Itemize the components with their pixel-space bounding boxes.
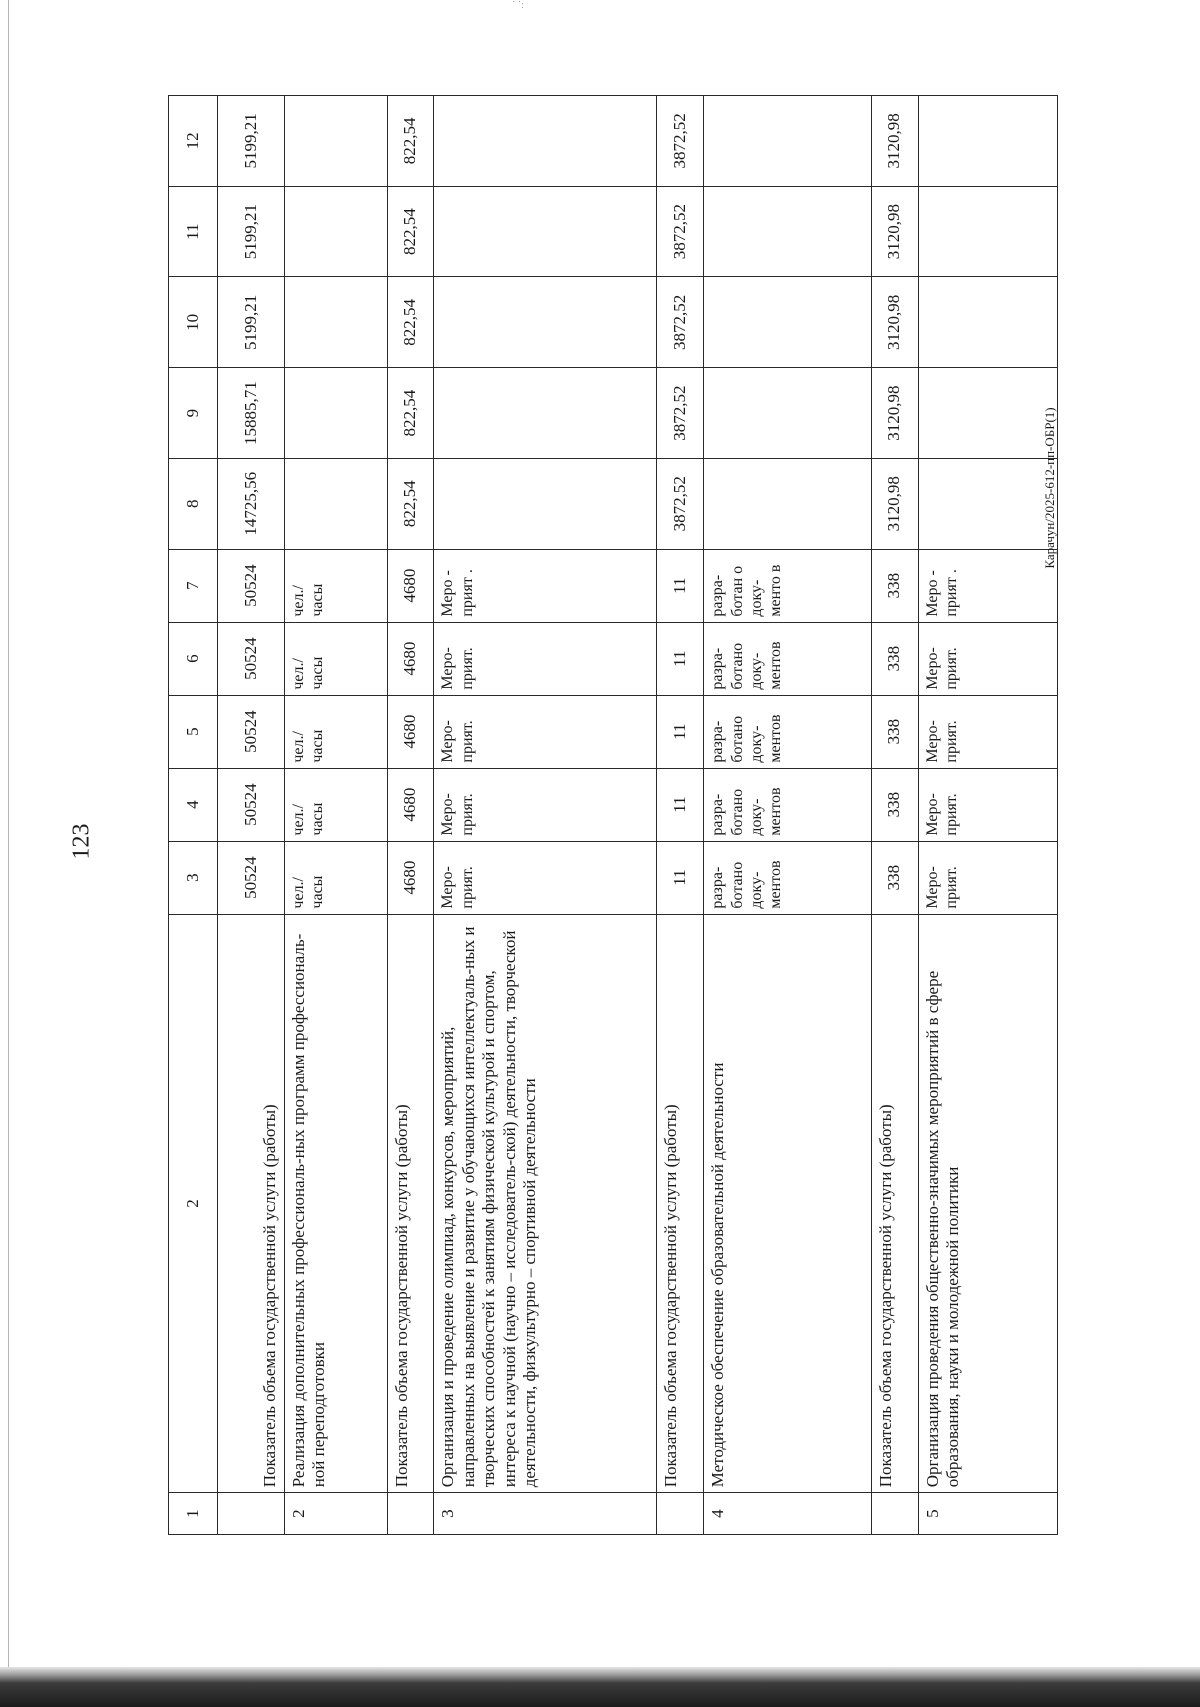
- value-cell: 338: [871, 549, 918, 622]
- row-number-cell: [871, 1493, 918, 1535]
- table-row: [657, 96, 704, 1535]
- value-cell: 822,54: [387, 186, 434, 277]
- value-cell: 338: [871, 841, 918, 914]
- value-cell: [284, 277, 387, 368]
- value-cell: 50524: [218, 622, 285, 695]
- header-cell: 1: [169, 1493, 218, 1535]
- description-cell: Организация и проведение олимпиад, конкурсов, мероприятий, направленных на выявление и развитие у обучающихся интеллектуаль-ных и творческих способностей к занятиям физической культурой и спортом, интереса к научной (научно – исследователь-ской) деятельности, творческой деятельности, физкультурно – спортивной деятельности: [434, 914, 657, 1493]
- page-number: 123: [68, 823, 95, 860]
- unit-cell: Меро-прият.: [434, 841, 657, 914]
- header-cell: 9: [169, 368, 218, 459]
- value-cell: [918, 277, 1058, 368]
- table-row: [218, 96, 285, 1535]
- description-cell: Реализация дополнительных профессиональ-ных программ профессиональ-ной переподготовки: [284, 914, 387, 1493]
- value-cell: [704, 458, 871, 549]
- header-cell: 7: [169, 549, 218, 622]
- header-cell: 6: [169, 622, 218, 695]
- row-number-cell: [387, 1493, 434, 1535]
- value-cell: 3120,98: [871, 96, 918, 187]
- value-cell: 15885,71: [218, 368, 285, 459]
- header-cell: 8: [169, 458, 218, 549]
- value-cell: [434, 368, 657, 459]
- value-cell: 3120,98: [871, 186, 918, 277]
- description-cell: Показатель объема государственной услуги (работы): [387, 914, 434, 1493]
- value-cell: 3872,52: [657, 186, 704, 277]
- description-cell: Методическое обеспечение образовательной деятельности: [704, 914, 871, 1493]
- value-cell: [918, 368, 1058, 459]
- row-number-cell: 3: [434, 1493, 657, 1535]
- value-cell: 11: [657, 768, 704, 841]
- value-cell: [284, 186, 387, 277]
- value-cell: 338: [871, 622, 918, 695]
- value-cell: [704, 186, 871, 277]
- unit-cell: чел./ часы: [284, 549, 387, 622]
- value-cell: 338: [871, 695, 918, 768]
- value-cell: [284, 458, 387, 549]
- value-cell: 4680: [387, 549, 434, 622]
- value-cell: 11: [657, 622, 704, 695]
- description-cell: Организация проведения общественно-значимых мероприятий в сфере образования, науки и молодежной политики: [918, 914, 1058, 1493]
- value-cell: [918, 96, 1058, 187]
- value-cell: 50524: [218, 695, 285, 768]
- value-cell: 5199,21: [218, 96, 285, 187]
- table-row: [704, 96, 871, 1535]
- header-cell: 10: [169, 277, 218, 368]
- unit-cell: чел./ часы: [284, 622, 387, 695]
- unit-cell: разра-ботано доку-ментов: [704, 841, 871, 914]
- value-cell: 3120,98: [871, 277, 918, 368]
- value-cell: [704, 277, 871, 368]
- row-number-cell: [218, 1493, 285, 1535]
- value-cell: 822,54: [387, 96, 434, 187]
- unit-cell: Меро-прият.: [434, 695, 657, 768]
- table-row: [871, 96, 918, 1535]
- value-cell: [704, 368, 871, 459]
- unit-cell: чел./ часы: [284, 768, 387, 841]
- value-cell: 822,54: [387, 458, 434, 549]
- value-cell: [918, 458, 1058, 549]
- value-cell: 822,54: [387, 277, 434, 368]
- unit-cell: Меро-прият.: [918, 841, 1058, 914]
- value-cell: 50524: [218, 549, 285, 622]
- value-cell: 4680: [387, 622, 434, 695]
- scan-specks: ˙ ˙:: [512, 0, 524, 11]
- value-cell: 50524: [218, 841, 285, 914]
- unit-cell: Меро-прият.: [918, 695, 1058, 768]
- value-cell: [284, 96, 387, 187]
- unit-cell: Меро - прият .: [918, 549, 1058, 622]
- unit-cell: чел./ часы: [284, 695, 387, 768]
- row-number-cell: 2: [284, 1493, 387, 1535]
- unit-cell: Меро-прият.: [918, 622, 1058, 695]
- value-cell: [434, 458, 657, 549]
- value-cell: 4680: [387, 695, 434, 768]
- description-cell: Показатель объема государственной услуги (работы): [871, 914, 918, 1493]
- unit-cell: разра-ботан о доку-менто в: [704, 549, 871, 622]
- value-cell: [434, 96, 657, 187]
- value-cell: [434, 186, 657, 277]
- value-cell: [918, 186, 1058, 277]
- footer-document-code: Карачун/2025-612-пп-ОБР(1): [1042, 407, 1057, 569]
- value-cell: 3872,52: [657, 368, 704, 459]
- description-cell: Показатель объема государственной услуги (работы): [657, 914, 704, 1493]
- value-cell: 11: [657, 695, 704, 768]
- description-cell: Показатель объема государственной услуги (работы): [218, 914, 285, 1493]
- value-cell: 4680: [387, 768, 434, 841]
- unit-cell: чел./ часы: [284, 841, 387, 914]
- header-cell: 4: [169, 768, 218, 841]
- header-cell: 11: [169, 186, 218, 277]
- scan-left-edge: [8, 0, 9, 1667]
- budget-table-container: [168, 95, 1058, 1535]
- row-number-cell: 4: [704, 1493, 871, 1535]
- header-cell: 12: [169, 96, 218, 187]
- value-cell: [284, 368, 387, 459]
- header-cell: 3: [169, 841, 218, 914]
- value-cell: 11: [657, 549, 704, 622]
- unit-cell: Меро-прият.: [434, 768, 657, 841]
- value-cell: 5199,21: [218, 277, 285, 368]
- table-row: [387, 96, 434, 1535]
- table-row: [434, 96, 657, 1535]
- unit-cell: Меро - прият .: [434, 549, 657, 622]
- table-header-row: [169, 96, 218, 1535]
- unit-cell: Меро-прият.: [918, 768, 1058, 841]
- value-cell: [434, 277, 657, 368]
- value-cell: 3872,52: [657, 458, 704, 549]
- value-cell: 3872,52: [657, 96, 704, 187]
- value-cell: 4680: [387, 841, 434, 914]
- value-cell: 5199,21: [218, 186, 285, 277]
- unit-cell: разра-ботано доку-ментов: [704, 622, 871, 695]
- unit-cell: Меро-прият.: [434, 622, 657, 695]
- value-cell: 50524: [218, 768, 285, 841]
- row-number-cell: [657, 1493, 704, 1535]
- unit-cell: разра-ботано доку-ментов: [704, 695, 871, 768]
- value-cell: 3120,98: [871, 368, 918, 459]
- value-cell: 11: [657, 841, 704, 914]
- budget-table: [168, 95, 1058, 1535]
- value-cell: 14725,56: [218, 458, 285, 549]
- row-number-cell: 5: [918, 1493, 1058, 1535]
- value-cell: 3872,52: [657, 277, 704, 368]
- unit-cell: разра-ботано доку-ментов: [704, 768, 871, 841]
- value-cell: 822,54: [387, 368, 434, 459]
- scan-bottom-edge: [0, 1667, 1200, 1707]
- table-row: [918, 96, 1058, 1535]
- table-row: [284, 96, 387, 1535]
- value-cell: 3120,98: [871, 458, 918, 549]
- header-cell: 5: [169, 695, 218, 768]
- header-cell: 2: [169, 914, 218, 1493]
- value-cell: [704, 96, 871, 187]
- value-cell: 338: [871, 768, 918, 841]
